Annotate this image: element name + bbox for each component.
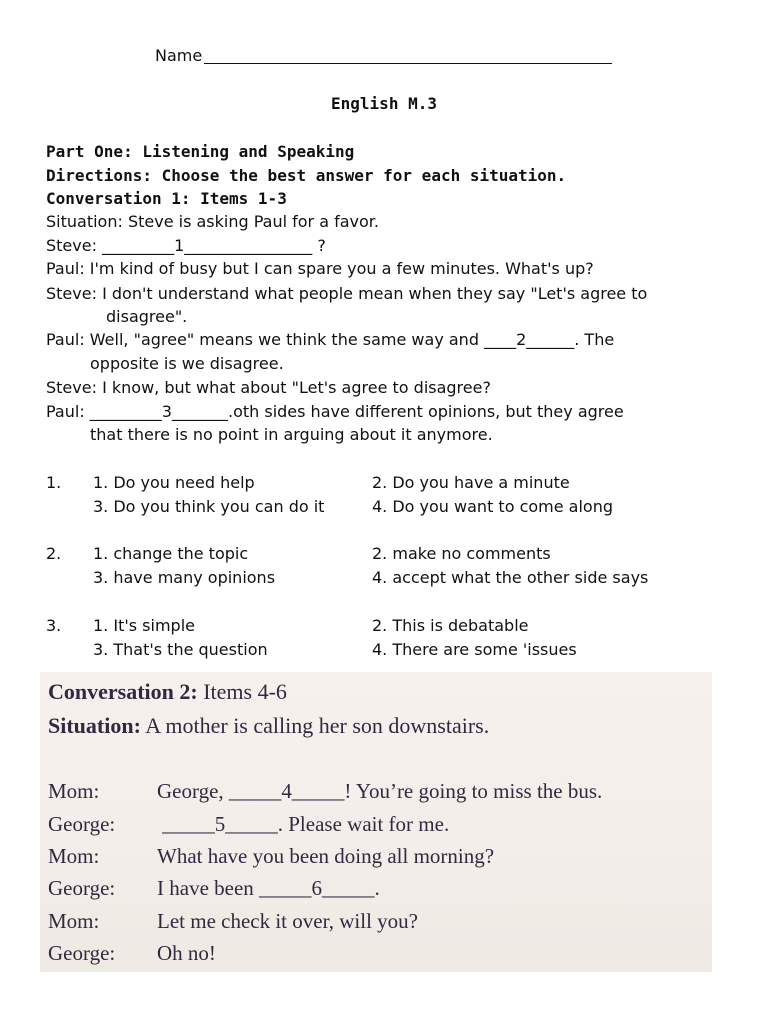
conversation-2-situation-bold: Situation:: [48, 713, 141, 738]
conversation-2-situation: [48, 713, 489, 739]
answer-option: 4. accept what the other side says: [372, 568, 649, 587]
answer-option: 4. There are some 'issues: [372, 640, 577, 659]
answer-option: 2. Do you have a minute: [372, 473, 570, 492]
answer-option: 3. Do you think you can do it: [93, 497, 325, 516]
conversation-1-heading: Conversation 1: Items 1-3: [46, 189, 287, 208]
question-number: 3.: [46, 616, 62, 635]
question-number: 1.: [46, 473, 62, 492]
dialogue-line: Paul: _________3_______.oth sides have different opinions, but they agree: [46, 402, 624, 421]
dialogue-line: What have you been doing all morning?: [157, 844, 495, 868]
dialogue-line: opposite is we disagree.: [90, 354, 284, 373]
name-label: Name: [155, 46, 203, 65]
answer-option: 4. Do you want to come along: [372, 497, 614, 516]
dialogue-line: _____5_____. Please wait for me.: [157, 812, 450, 836]
answer-option: 3. have many opinions: [93, 568, 276, 587]
part-one-heading: Part One: Listening and Speaking: [46, 142, 355, 161]
answer-option: 1. change the topic: [93, 544, 249, 563]
speaker-label: George:: [48, 941, 116, 965]
speaker-label: Mom:: [48, 844, 100, 868]
dialogue-line: George, _____4_____! You’re going to miss the bus.: [157, 779, 603, 803]
dialogue-line: disagree".: [106, 307, 188, 326]
dialogue-line: Oh no!: [157, 941, 216, 965]
name-underline: [204, 63, 612, 64]
dialogue-line: Paul: Well, "agree" means we think the same way and ____2______. The: [46, 330, 615, 349]
conversation-2-heading-bold: Conversation 2:: [48, 679, 198, 704]
answer-option: 1. It's simple: [93, 616, 195, 635]
dialogue-line: Steve: I know, but what about "Let's agree to disagree?: [46, 378, 491, 397]
dialogue-line: I have been _____6_____.: [157, 876, 380, 900]
dialogue-line: Steve: I don't understand what people mean when they say "Let's agree to: [46, 284, 648, 303]
conversation-2-heading-rest: Items 4-6: [197, 679, 287, 704]
directions: Directions: Choose the best answer for each situation.: [46, 166, 567, 185]
dialogue-line: Paul: I'm kind of busy but I can spare you a few minutes. What's up?: [46, 259, 594, 278]
conversation-2-heading: [48, 679, 287, 705]
answer-option: 3. That's the question: [93, 640, 268, 659]
answer-option: 1. Do you need help: [93, 473, 255, 492]
dialogue-line: Let me check it over, will you?: [157, 909, 418, 933]
dialogue-line: that there is no point in arguing about it anymore.: [90, 425, 493, 444]
conversation-2-situation-rest: A mother is calling her son downstairs.: [140, 713, 490, 738]
conversation-1-situation: Situation: Steve is asking Paul for a favor.: [46, 212, 379, 231]
speaker-label: Mom:: [48, 909, 100, 933]
speaker-label: George:: [48, 812, 116, 836]
answer-option: 2. This is debatable: [372, 616, 529, 635]
dialogue-line: Steve: _________1________________ ?: [46, 236, 326, 255]
question-number: 2.: [46, 544, 62, 563]
answer-option: 2. make no comments: [372, 544, 551, 563]
page-title: English M.3: [331, 94, 437, 113]
speaker-label: George:: [48, 876, 116, 900]
speaker-label: Mom:: [48, 779, 100, 803]
